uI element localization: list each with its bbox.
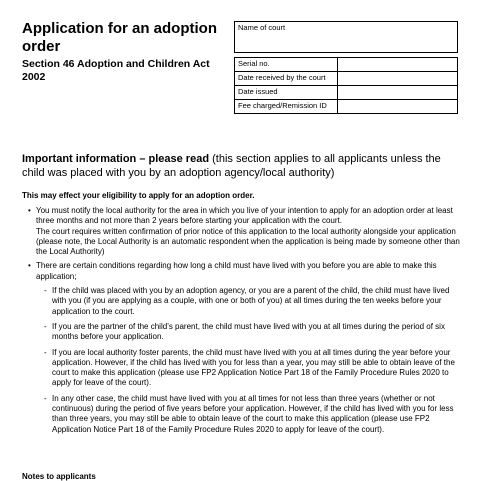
title-block bbox=[22, 20, 222, 84]
page-title: Application for an adoption order bbox=[22, 20, 217, 55]
fee-field[interactable] bbox=[338, 100, 458, 114]
condition-agency-placement: If the child was placed with you by an adoption agency, or you are a parent of the child, the child must have lived with you (if you are applying as a couple, with one or both of you) at all times during the ten weeks before your application to the court. bbox=[52, 286, 450, 316]
date-received-field[interactable] bbox=[338, 72, 458, 86]
condition-other: In any other case, the child must have lived with you at all times for not less than three years (whether or not continuous) during the period of five years before your application. However, if the child has lived with you for less than three years, you may still be able to obtain leave of the court to make this application (please use FP2 Application Notice Part 18 of the Family Procedure Rules 2020 to apply for leave of the court). bbox=[52, 393, 454, 434]
name-of-court-label: Name of court bbox=[238, 23, 286, 32]
dash-mark: - bbox=[44, 321, 47, 331]
eligibility-heading: This may effect your eligibility to apply for an adoption order. bbox=[22, 191, 255, 200]
important-heading: Important information – please read bbox=[22, 153, 210, 165]
condition-item bbox=[36, 322, 464, 343]
dash-mark: - bbox=[44, 286, 47, 296]
residence-conditions-bullet bbox=[28, 261, 464, 434]
serial-no-field[interactable] bbox=[338, 58, 458, 72]
condition-item bbox=[36, 394, 464, 435]
notice-confirmation-text: The court requires written confirmation of prior notice of this application to the local authority alongside your application (please note, the Local Authority is an automatic respondent when the application is being made by someone other than the Local Authority) bbox=[36, 226, 460, 257]
date-received-label: Date received by the court bbox=[235, 72, 338, 86]
page-subtitle: Section 46 Adoption and Children Act 2002 bbox=[22, 58, 210, 83]
condition-foster-parents: If you are local authority foster parents, the child must have lived with you at all times during the year before your application. However, if the child has lived with you for less than a year, you may still be able to obtain leave of the court to make this application (please use FP2 Application Notice Part 18 of the Family Procedure Rules 2020 to apply for leave of the court). bbox=[52, 347, 455, 388]
important-note: (this section applies to all applicants unless the child was placed with you by an adoption agency/local authority) bbox=[22, 153, 441, 179]
condition-partner: If you are the partner of the child’s parent, the child must have lived with you at all times during the period of six months before your application. bbox=[52, 321, 445, 342]
date-issued-field[interactable] bbox=[338, 86, 458, 100]
eligibility-list bbox=[28, 206, 464, 440]
notice-text: You must notify the local authority for the area in which you live of your intention to apply for an adoption order at least three months and not more than 2 years before starting your application with the court. bbox=[36, 206, 453, 226]
notice-bullet bbox=[28, 206, 464, 257]
date-issued-label: Date issued bbox=[235, 86, 338, 100]
residence-conditions-intro: There are certain conditions regarding how long a child must have lived with you before you are able to make this application; bbox=[36, 261, 437, 281]
dash-mark: - bbox=[44, 393, 47, 403]
court-use-box bbox=[234, 21, 458, 114]
serial-no-label: Serial no. bbox=[235, 58, 338, 72]
condition-item bbox=[36, 286, 464, 317]
condition-item bbox=[36, 348, 464, 389]
dash-mark: - bbox=[44, 347, 47, 357]
name-of-court-field[interactable] bbox=[235, 22, 458, 53]
bullet-mark: • bbox=[28, 261, 31, 271]
notes-heading: Notes to applicants bbox=[22, 472, 96, 481]
bullet-mark: • bbox=[28, 206, 31, 215]
fee-label: Fee charged/Remission ID bbox=[235, 100, 338, 114]
important-information bbox=[22, 152, 462, 180]
